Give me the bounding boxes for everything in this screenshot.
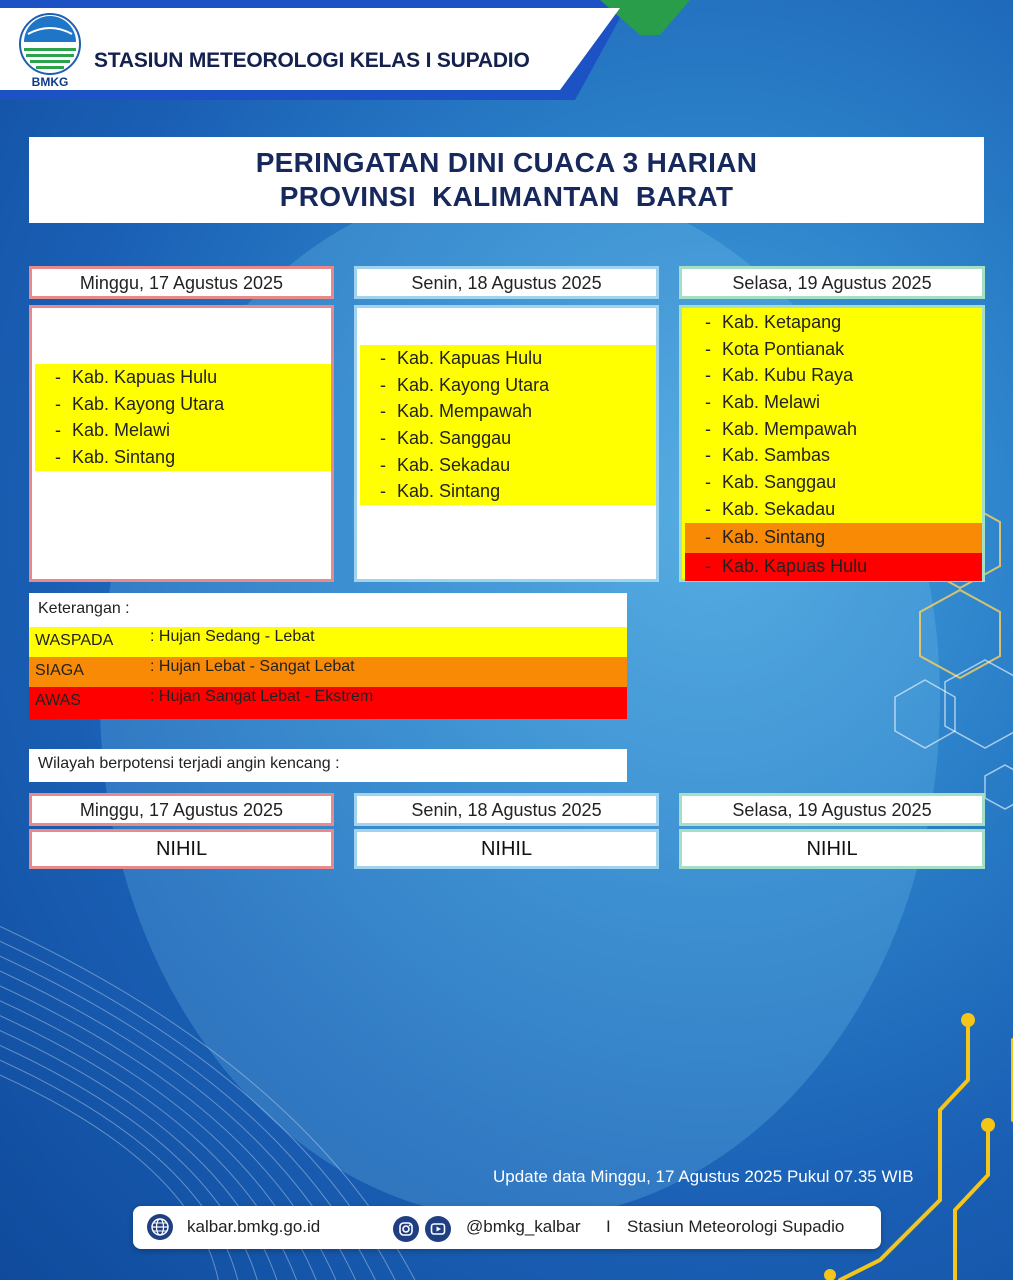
update-timestamp: Update data Minggu, 17 Agustus 2025 Pukul 07.35 WIB — [493, 1167, 914, 1186]
list-item: - Kab. Sambas — [685, 442, 982, 469]
legend-row-awas — [29, 687, 627, 719]
region-list-1 — [35, 364, 331, 471]
day-header-2: Senin, 18 Agustus 2025 — [354, 266, 659, 299]
list-item: - Kab. Sanggau — [685, 469, 982, 496]
wind-day-header-2: Senin, 18 Agustus 2025 — [354, 793, 659, 826]
warning-panel-3 — [679, 305, 985, 582]
station-title: STASIUN METEOROLOGI KELAS I SUPADIO — [94, 49, 530, 72]
wind-day-header-1: Minggu, 17 Agustus 2025 — [29, 793, 334, 826]
list-item: - Kab. Sekadau — [685, 496, 982, 523]
list-item: - Kab. Kapuas Hulu — [55, 367, 218, 387]
legend-description: : Hujan Sangat Lebat - Ekstrem — [150, 688, 374, 705]
legend-title: Keterangan : — [38, 600, 130, 617]
footer-separator: I — [606, 1217, 611, 1236]
list-item: - Kab. Mempawah — [380, 401, 533, 422]
list-item: - Kab. Ketapang — [685, 309, 982, 336]
youtube-icon[interactable] — [425, 1216, 451, 1242]
region-list-3 — [685, 309, 982, 581]
wind-status-3: NIHIL — [679, 829, 985, 869]
page-title — [29, 137, 984, 223]
list-item: - Kab. Melawi — [55, 420, 171, 441]
list-item: - Kab. Mempawah — [685, 416, 982, 443]
list-item: - Kab. Sintang — [380, 481, 501, 502]
legend — [29, 593, 627, 719]
website-link[interactable]: kalbar.bmkg.go.id — [187, 1217, 321, 1236]
list-item: - Kab. Kapuas Hulu — [380, 348, 543, 368]
logo-label: BMKG — [31, 75, 69, 89]
warning-panel-1 — [29, 305, 334, 582]
station-name: Stasiun Meteorologi Supadio — [627, 1217, 845, 1236]
list-item: - Kab. Sintang — [685, 523, 982, 553]
day-header-3: Selasa, 19 Agustus 2025 — [679, 266, 985, 299]
wind-status-1: NIHIL — [29, 829, 334, 869]
legend-label: SIAGA — [35, 662, 84, 679]
legend-row-waspada — [29, 627, 627, 657]
wind-status-2: NIHIL — [354, 829, 659, 869]
list-item: - Kab. Sanggau — [380, 428, 512, 449]
list-item: - Kab. Sekadau — [380, 454, 511, 475]
wind-day-header-3: Selasa, 19 Agustus 2025 — [679, 793, 985, 826]
day-header-1: Minggu, 17 Agustus 2025 — [29, 266, 334, 299]
legend-label: AWAS — [35, 692, 81, 709]
legend-row-siaga — [29, 657, 627, 687]
legend-description: : Hujan Sedang - Lebat — [150, 628, 315, 645]
footer-bar — [133, 1206, 881, 1249]
region-list-2 — [360, 345, 656, 505]
list-item: - Kab. Sintang — [55, 447, 176, 468]
social-handle[interactable]: @bmkg_kalbar — [466, 1217, 581, 1236]
wind-section-label: Wilayah berpotensi terjadi angin kencang : — [29, 749, 627, 782]
instagram-icon[interactable] — [393, 1216, 419, 1242]
list-item: - Kab. Kapuas Hulu — [685, 553, 982, 581]
legend-label: WASPADA — [35, 632, 114, 649]
title-line-2: PROVINSI KALIMANTAN BARAT — [279, 181, 734, 212]
list-item: - Kab. Kayong Utara — [55, 393, 225, 414]
globe-icon — [147, 1214, 173, 1240]
warning-panel-2 — [354, 305, 659, 582]
legend-description: : Hujan Lebat - Sangat Lebat — [150, 658, 355, 675]
title-line-1: PERINGATAN DINI CUACA 3 HARIAN — [255, 147, 758, 178]
list-item: - Kab. Melawi — [685, 389, 982, 416]
list-item: - Kab. Kubu Raya — [685, 362, 982, 389]
list-item: - Kab. Kayong Utara — [380, 374, 550, 395]
list-item: - Kota Pontianak — [685, 336, 982, 363]
